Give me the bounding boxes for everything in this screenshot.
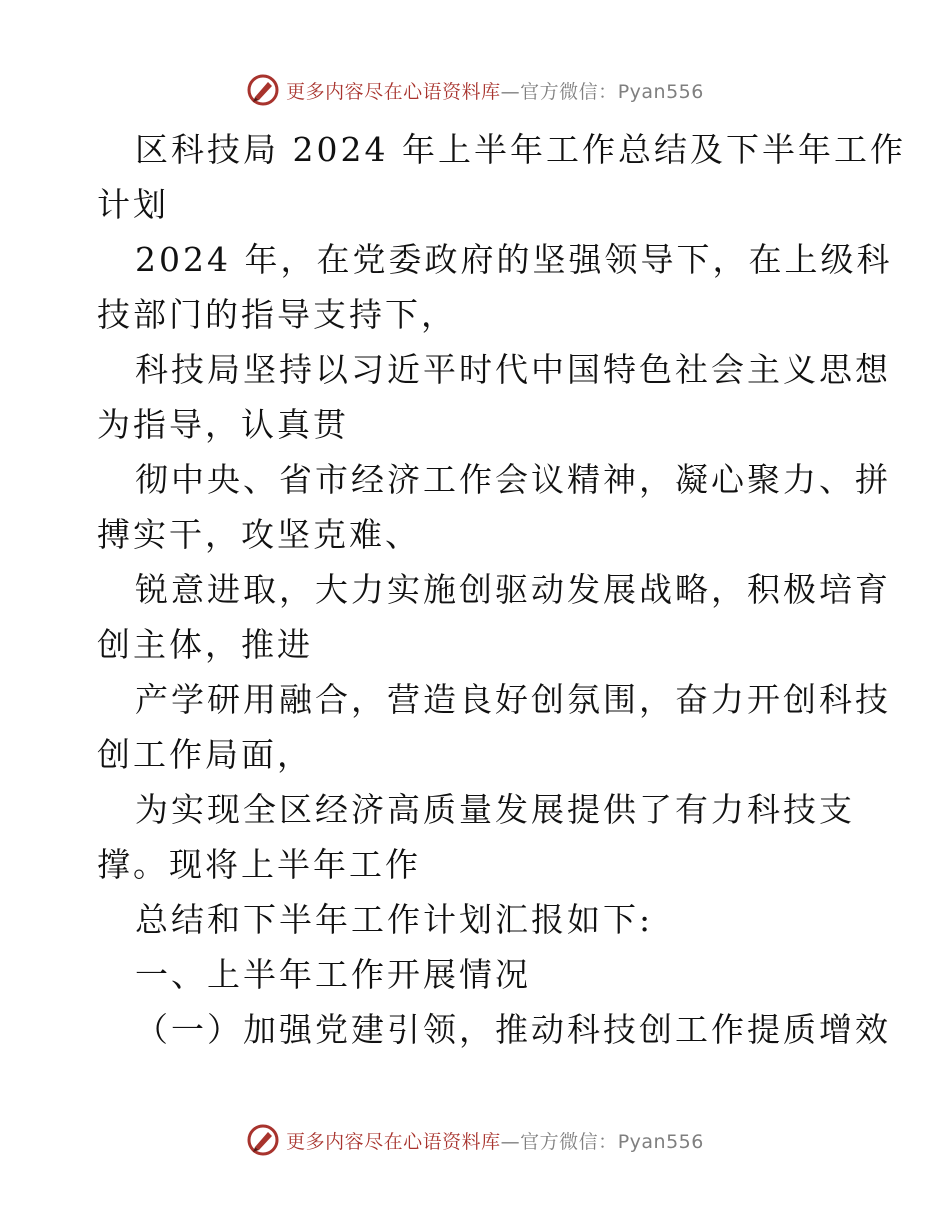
- paragraph-line: 锐意进取，大力实施创驱动发展战略，积极培育: [135, 570, 891, 609]
- paragraph-line: 创工作局面，: [97, 735, 313, 774]
- paragraph-line: 科技局坚持以习近平时代中国特色社会主义思想: [135, 350, 891, 389]
- document-title-line-2: 计划: [97, 185, 169, 224]
- paragraph-line: 技部门的指导支持下，: [97, 295, 457, 334]
- header-watermark: [0, 70, 950, 110]
- watermark-separator: —: [500, 80, 521, 103]
- paragraph-line: 2024 年，在党委政府的坚强领导下，在上级科: [135, 240, 893, 279]
- paragraph-line: 搏实干，攻坚克难、: [97, 515, 421, 554]
- footer-watermark: [0, 1120, 950, 1160]
- paragraph-line: 为实现全区经济高质量发展提供了有力科技支: [135, 790, 855, 829]
- watermark-brand: 更多内容尽在心语资料库: [286, 1130, 501, 1153]
- subsection-heading: （一）加强党建引领，推动科技创工作提质增效: [135, 1010, 891, 1049]
- pen-logo-icon: [246, 73, 280, 107]
- paragraph-line: 创主体，推进: [97, 625, 313, 664]
- section-heading: 一、上半年工作开展情况: [135, 955, 531, 994]
- document-body: [97, 122, 906, 1057]
- paragraph-line: 为指导，认真贯: [97, 405, 349, 444]
- paragraph-line: 总结和下半年工作计划汇报如下:: [135, 900, 654, 939]
- watermark-official-label: 官方微信：: [520, 80, 618, 103]
- paragraph-line: 产学研用融合，营造良好创氛围，奋力开创科技: [135, 680, 891, 719]
- watermark-text: [286, 77, 704, 104]
- watermark-text: [286, 1127, 704, 1154]
- watermark-official-label: 官方微信：: [520, 1130, 618, 1153]
- watermark-wechat-id: Pyan556: [617, 80, 704, 103]
- paragraph-line: 撑。现将上半年工作: [97, 845, 421, 884]
- watermark-brand: 更多内容尽在心语资料库: [286, 80, 501, 103]
- watermark-separator: —: [500, 1130, 521, 1153]
- document-title-line-1: 区科技局 2024 年上半年工作总结及下半年工作: [135, 130, 906, 169]
- watermark-wechat-id: Pyan556: [617, 1130, 704, 1153]
- pen-logo-icon: [246, 1123, 280, 1157]
- paragraph-line: 彻中央、省市经济工作会议精神，凝心聚力、拼: [135, 460, 891, 499]
